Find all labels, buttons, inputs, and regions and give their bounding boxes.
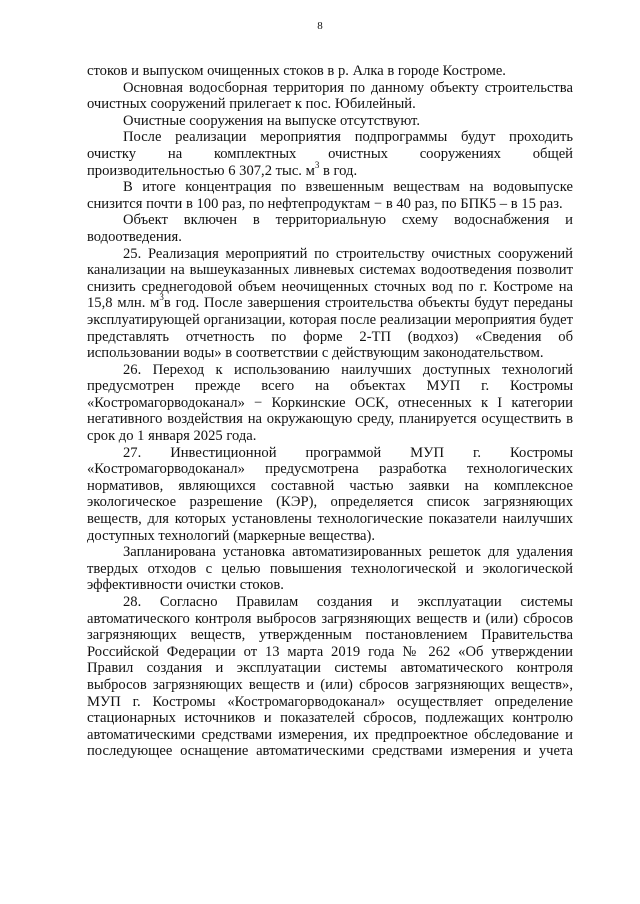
paragraph-concentration: В итоге концентрация по взвешенным веществам на водовыпуске снизится почти в 100 раз, по нефтепродуктам − в 40 раз, по БПК5 – в 15 раз. (87, 179, 573, 212)
capacity-text: После реализации мероприятия подпрограммы будут проходить очистку на комплектных очистных сооружениях общей производительностью 6 307,2 тыс. м (87, 129, 573, 179)
paragraph-capacity (87, 129, 573, 179)
cubic-superscript: 3 (159, 292, 164, 303)
cubic-superscript: 3 (314, 159, 320, 170)
paragraph-continuation: стоков и выпуском очищенных стоков в р. Алка в городе Костроме. (87, 63, 506, 79)
paragraph-item-26: 26. Переход к использованию наилучших доступных технологий предусмотрен прежде всего на объектах МУП г. Костромы «Костромагорводоканал» − Коркинские ОСК, отнесенных к I категории негативного воздействия на окружающую среду, планируется осуществить в срок до 1 января 2025 года. (87, 361, 573, 445)
item-25-text-rest: в год. После завершения строительства объекты будут переданы эксплуатирующей организации, которая после реализации мероприятия будет представлять отчетность по форме 2-ТП (водхоз) «Сведения об использовании воды» в соответствии с действующим законодательством. (87, 295, 573, 362)
item-25-text: 25. Реализация мероприятий по строительству очистных сооружений канализации на вышеуказанных ливневых системах водоотведения позволит снизить среднегодовой объем неочищенных сточных вод по г. Костроме на 15,8 млн. м (87, 245, 573, 312)
page-number: 8 (317, 20, 323, 32)
paragraph-no-treatment: Очистные сооружения на выпуске отсутствуют. (123, 112, 420, 129)
document-body (87, 63, 573, 760)
paragraph-grates: Запланирована установка автоматизированных решеток для удаления твердых отходов с целью повышения технологической и экологической эффективности очистки стоков. (87, 544, 573, 594)
capacity-unit: в год. (319, 162, 358, 179)
paragraph-drainage-area: Основная водосборная территория по данному объекту строительства очистных сооружений прилегает к пос. Юбилейный. (87, 79, 573, 113)
paragraph-item-25 (87, 246, 573, 362)
paragraph-item-28: 28. Согласно Правилам создания и эксплуатации системы автоматического контроля выбросов загрязняющих веществ и (или) сбросов загрязняющих веществ, утвержденным постановлением Правительства Российской Федерации от 13 марта 2019 года № 262 «Об утверждении Правил создания и эксплуатации системы автоматического контроля выбросов загрязняющих веществ и (или) сбросов загрязняющих веществ», МУП г. Костромы «Костромагорводоканал» осуществляет определение стационарных источников и показателей сбросов, подлежащих контролю автоматическими средствами измерения, их предпроектное обследование и последующее оснащение автоматическими средствами измерения и учета (87, 594, 573, 760)
paragraph-territorial-scheme: Объект включен в территориальную схему водоснабжения и водоотведения. (87, 212, 573, 245)
paragraph-item-27: 27. Инвестиционной программой МУП г. Костромы «Костромагорводоканал» предусмотрена разработка технологических нормативов, являющихся составной частью заявки на комплексное экологическое разрешение (КЭР), определяется список загрязняющих веществ, для которых установлены технологические показатели наилучших доступных технологий (маркерные вещества). (87, 444, 573, 544)
